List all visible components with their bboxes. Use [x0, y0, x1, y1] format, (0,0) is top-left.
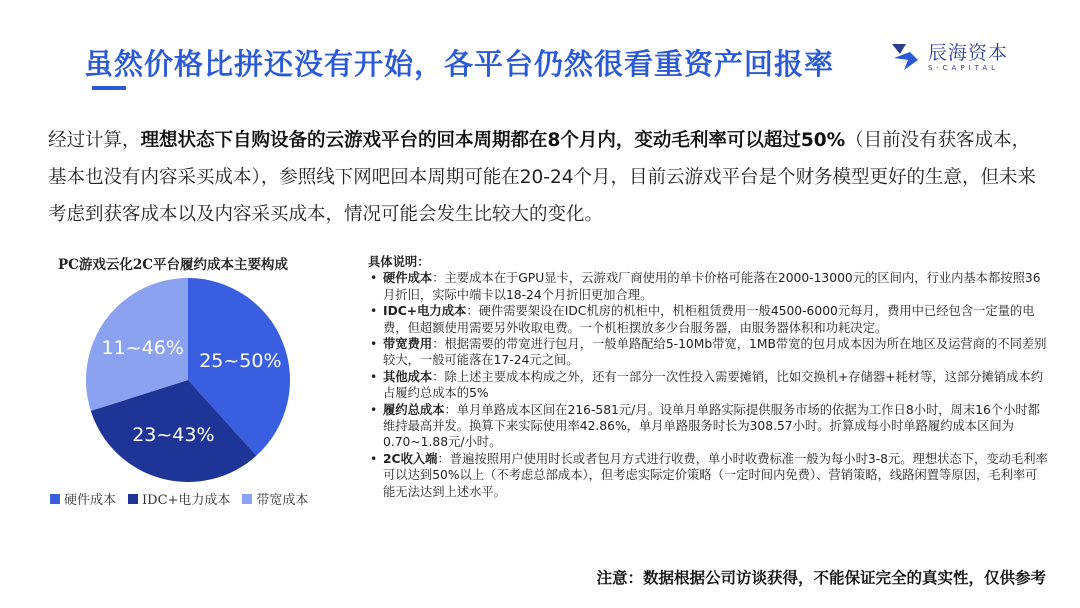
note-term: IDC+电力成本	[383, 304, 467, 319]
note-item	[368, 270, 1048, 303]
pie-chart	[80, 272, 300, 492]
intro-pre: 经过计算，	[48, 130, 141, 151]
title-underline	[92, 86, 126, 90]
legend-label: 带宽成本	[256, 493, 309, 508]
pie-data-label: 11~46%	[101, 336, 184, 359]
legend-label: IDC+电力成本	[142, 493, 231, 508]
notes-heading: 具体说明：	[368, 255, 430, 269]
intro-post: （目前没有获客成本，基本也没有内容采买成本），参照线下网吧回本周期可能在20-24个月，目前云游戏平台是个财务模型更好的生意，但未来考虑到获客成本以及内容采买成本，情况可能会发生比较大的变化。	[48, 130, 1037, 225]
note-term: 带宽费用	[383, 337, 433, 352]
note-item	[368, 402, 1048, 451]
page-title: 虽然价格比拼还没有开始，各平台仍然很看重资产回报率	[84, 47, 835, 81]
legend-item	[50, 489, 116, 508]
note-term: 履约总成本	[383, 402, 445, 417]
legend-item	[128, 489, 230, 508]
note-text: ：主要成本在于GPU显卡，云游戏厂商使用的单卡价格可能落在2000-13000元的区间内，行业内基本都按照36月折旧，实际中端卡以18-24个月折旧更加合理。	[383, 271, 1041, 302]
note-text: ：根据需要的带宽进行包月，一般单路配给5-10Mb带宽，1MB带宽的包月成本因为所在地区及运营商的不同差别较大，一般可能落在17-24元之间。	[383, 337, 1047, 368]
legend-label: 硬件成本	[64, 493, 117, 508]
legend-item	[242, 489, 308, 508]
chart-legend	[50, 489, 308, 508]
note-item	[368, 336, 1048, 369]
note-item	[368, 369, 1048, 402]
legend-swatch	[242, 494, 252, 504]
note-item	[368, 303, 1048, 336]
intro-paragraph	[48, 122, 1048, 233]
note-text: ：除上述主要成本构成之外，还有一部分一次性投入需要摊销，比如交换机+存储器+耗材等，这部分摊销成本约占履约总成本的5%	[383, 369, 1044, 401]
footer-note: 注意：数据根据公司访谈获得，不能保证完全的真实性，仅供参考	[596, 569, 1046, 587]
pie-data-label: 23~43%	[132, 424, 215, 447]
legend-swatch	[50, 494, 60, 504]
note-item	[368, 451, 1048, 500]
note-term: 硬件成本	[383, 271, 433, 286]
note-term: 其他成本	[383, 369, 433, 384]
note-text: ：单月单路成本区间在216-581元/月。设单月单路实际提供服务市场的依据为工作日8小时，周末16个小时都维持最高并发。换算下来实际使用率42.86%，单月单路服务时长为308.57小时。折算成每小时单路履约成本区间为0.70~1.88元/小时。	[383, 402, 1040, 450]
logo-name: 辰海资本	[928, 42, 1009, 64]
logo-subname: S·CAPITAL	[928, 64, 1000, 72]
note-term: 2C收入端	[383, 451, 438, 466]
note-text: ：普遍按照用户使用时长或者包月方式进行收费，单小时收费标准一般为每小时3-8元。理想状态下，变动毛利率可以达到50%以上（不考虑总部成本），但考虑实际定价策略（一定时间内免费）、营销策略，线路闲置等原因，毛利率可能无法达到上述水平。	[383, 451, 1048, 499]
legend-swatch	[128, 494, 138, 504]
logo	[888, 40, 1008, 74]
note-text: ：硬件需要架设在IDC机房的机柜中，机柜租赁费用一般4500-6000元每月，费用中已经包含一定量的电费，但超额使用需要另外收取电费。一个机柜摆放多少台服务器，由服务器体积和功耗决定。	[383, 304, 1035, 335]
logo-icon	[888, 40, 922, 74]
chart-title: PC游戏云化2C平台履约成本主要构成	[58, 257, 289, 273]
pie-data-label: 25~50%	[199, 349, 282, 372]
notes-panel	[368, 254, 1048, 500]
intro-highlight: 理想状态下自购设备的云游戏平台的回本周期都在8个月内，变动毛利率可以超过50%	[140, 130, 846, 151]
